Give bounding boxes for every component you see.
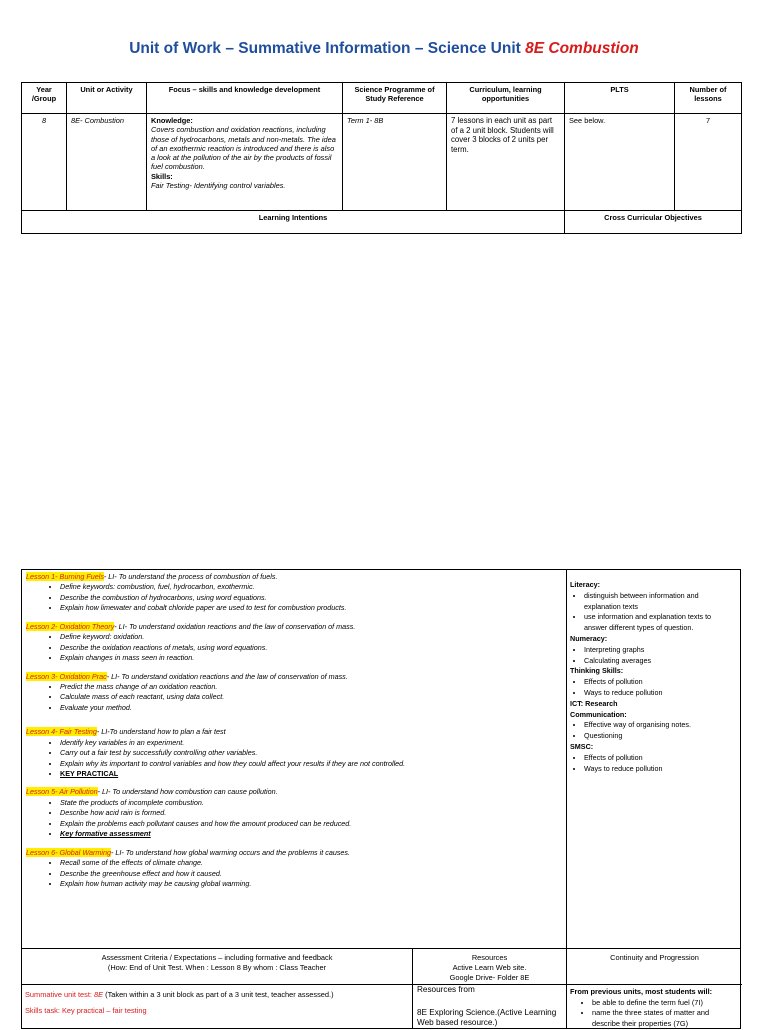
lesson-item: • Describe how acid rain is formed. bbox=[60, 808, 562, 818]
lessons-list bbox=[22, 570, 567, 948]
key-practical-label: • KEY PRACTICAL bbox=[60, 769, 562, 779]
title-prefix: Unit of Work – Summative Information – Science Unit bbox=[129, 40, 526, 57]
lesson-item: • Explain the problems each pollutant causes and how the amount produced can be reduced. bbox=[60, 819, 562, 829]
resources-exploring: 8E Exploring Science.(Active Learning Web based resource.) bbox=[417, 1007, 557, 1028]
header-lessons: Number of lessons bbox=[675, 83, 742, 114]
cell-focus bbox=[147, 114, 343, 211]
summative-note: (Taken within a 3 unit block as part of a 3 unit test, teacher assessed.) bbox=[103, 990, 334, 999]
lesson-2 bbox=[26, 622, 562, 664]
lesson-5 bbox=[26, 787, 562, 839]
cell-year: 8 bbox=[22, 114, 67, 211]
lesson-item: • Explain changes in mass seen in reaction. bbox=[60, 653, 562, 663]
key-formative-label: • Key formative assessment bbox=[60, 829, 562, 839]
lesson-item: • Explain how human activity may be causing global warming. bbox=[60, 879, 562, 889]
cross-item: • use information and explanation texts to answer different types of question. bbox=[584, 612, 736, 634]
assessment-line-2: (How: End of Unit Test. When : Lesson 8 By whom : Class Teacher bbox=[107, 962, 327, 972]
cross-item: • Interpreting graphs bbox=[584, 645, 736, 656]
literacy-heading: Literacy: bbox=[570, 580, 600, 589]
skills-task-line: Skills task: Key practical – fair testing bbox=[25, 1005, 147, 1015]
lesson-title: Lesson 1- Burning Fuels bbox=[26, 572, 104, 581]
header-reference: Science Programme of Study Reference bbox=[343, 83, 447, 114]
summative-label: Summative unit test: bbox=[25, 990, 95, 999]
lesson-item: • Describe the combustion of hydrocarbons, using word equations. bbox=[60, 593, 562, 603]
cross-item: • Effective way of organising notes. bbox=[584, 720, 736, 731]
header-curriculum: Curriculum, learning opportunities bbox=[447, 83, 565, 114]
lesson-item: • Predict the mass change of an oxidation reaction. bbox=[60, 682, 562, 692]
lesson-li: - LI- To understand how global warming occurs and the problems it causes. bbox=[110, 847, 351, 857]
lesson-item: • Evaluate your method. bbox=[60, 703, 562, 713]
assessment-line-1: Assessment Criteria / Expectations – including formative and feedback bbox=[101, 953, 333, 962]
cell-curriculum: 7 lessons in each unit as part of a 2 unit block. Students will cover 3 blocks of 2 units per term. bbox=[447, 114, 565, 211]
lesson-li: - LI- To understand oxidation reactions and the law of conservation of mass. bbox=[114, 621, 356, 631]
lesson-title: Lesson 2- Oxidation Theory bbox=[26, 621, 115, 631]
numeracy-heading: Numeracy: bbox=[570, 633, 608, 643]
cross-item: • Effects of pollution bbox=[584, 677, 736, 688]
cross-item: • Calculating averages bbox=[584, 656, 736, 667]
page-title bbox=[0, 40, 768, 58]
header-focus: Focus – skills and knowledge development bbox=[147, 83, 343, 114]
lesson-item: • Define keywords: combustion, fuel, hydrocarbon, exothermic. bbox=[60, 582, 562, 592]
lesson-item: • Describe the greenhouse effect and how it caused. bbox=[60, 869, 562, 879]
cross-item: • Ways to reduce pollution bbox=[584, 764, 736, 775]
lesson-4 bbox=[26, 727, 562, 779]
lesson-item: • Describe the oxidation reactions of metals, using word equations. bbox=[60, 643, 562, 653]
cell-unit: 8E- Combustion bbox=[67, 114, 147, 211]
assessment-details bbox=[22, 985, 413, 1029]
progression-item: • name the three states of matter and describe their properties (7G) bbox=[592, 1008, 739, 1029]
resources-heading bbox=[413, 949, 567, 985]
resources-title: Resources bbox=[471, 953, 508, 962]
lesson-item: • Define keyword: oxidation. bbox=[60, 632, 562, 642]
resources-line-1: Active Learn Web site. bbox=[452, 962, 527, 972]
lesson-li: - LI-To understand how to plan a fair test bbox=[96, 727, 226, 737]
lesson-li: - LI- To understand how combustion can cause pollution. bbox=[97, 787, 278, 797]
header-plts: PLTS bbox=[565, 83, 675, 114]
progression-details bbox=[567, 985, 742, 1029]
lesson-li: - LI- To understand oxidation reactions and the law of conservation of mass. bbox=[106, 671, 348, 681]
cell-plts: See below. bbox=[565, 114, 675, 211]
skills-label: Skills: bbox=[151, 171, 173, 181]
cell-reference: Term 1- 8B bbox=[343, 114, 447, 211]
lesson-6 bbox=[26, 848, 562, 890]
lesson-title: Lesson 6- Global Warming bbox=[26, 847, 111, 857]
header-unit: Unit or Activity bbox=[67, 83, 147, 114]
progression-intro: From previous units, most students will: bbox=[570, 987, 713, 996]
smsc-heading: SMSC: bbox=[570, 741, 594, 751]
lesson-item: • Explain why its important to control variables and how they could affect your results if they are not controlled. bbox=[60, 759, 562, 769]
lesson-item: • Calculate mass of each reactant, using data collect. bbox=[60, 692, 562, 702]
lessons-box bbox=[21, 569, 741, 949]
learning-intentions-heading: Learning Intentions bbox=[22, 211, 565, 234]
lesson-item: • Explain how limewater and cobalt chloride paper are used to test for combustion products. bbox=[60, 603, 562, 613]
assessment-heading bbox=[22, 949, 413, 985]
cross-item: • Effects of pollution bbox=[584, 753, 736, 764]
knowledge-label: Knowledge: bbox=[151, 116, 193, 125]
ict-heading: ICT: Research bbox=[570, 698, 618, 708]
resources-details bbox=[413, 985, 567, 1029]
communication-heading: Communication: bbox=[570, 709, 627, 719]
cross-item: • Ways to reduce pollution bbox=[584, 688, 736, 699]
skills-text: Fair Testing- Identifying control variables. bbox=[151, 180, 286, 190]
lesson-li: - LI- To understand the process of combustion of fuels. bbox=[103, 572, 278, 581]
thinking-heading: Thinking Skills: bbox=[570, 666, 624, 676]
overview-header-row bbox=[22, 83, 742, 114]
progression-item: • be able to define the term fuel (7I) bbox=[592, 998, 739, 1009]
lesson-item: • Carry out a fair test by successfully controlling other variables. bbox=[60, 748, 562, 758]
cross-curricular-heading: Cross Curricular Objectives bbox=[565, 211, 742, 234]
cross-item: • Questioning bbox=[584, 731, 736, 742]
overview-table bbox=[21, 82, 742, 234]
lesson-item: • Recall some of the effects of climate change. bbox=[60, 858, 562, 868]
resources-line-2: Google Drive- Folder 8E bbox=[449, 972, 530, 982]
lesson-title: Lesson 3- Oxidation Prac bbox=[26, 671, 107, 681]
intentions-row bbox=[22, 211, 742, 234]
lesson-item: • Identify key variables in an experiment. bbox=[60, 738, 562, 748]
overview-data-row bbox=[22, 114, 742, 211]
cross-curricular-list bbox=[567, 570, 740, 948]
assessment-table bbox=[21, 949, 741, 1029]
summative-unit: 8E bbox=[94, 990, 104, 999]
knowledge-text: Covers combustion and oxidation reactions, including those of hydrocarbons, metals and non-metals. The idea of an exothermic reaction is introduced and there is also a look at the pollution of the air by the products of fossil fuel combustion. bbox=[151, 125, 336, 172]
header-year: Year /Group bbox=[22, 83, 67, 114]
summative-line bbox=[25, 987, 409, 1003]
cell-lessons: 7 bbox=[675, 114, 742, 211]
resources-from: Resources from bbox=[417, 985, 475, 994]
lesson-title: Lesson 4- Fair Testing bbox=[26, 727, 97, 737]
cross-item: • distinguish between information and explanation texts bbox=[584, 591, 736, 613]
lesson-item: • State the products of incomplete combustion. bbox=[60, 798, 562, 808]
title-accent: 8E Combustion bbox=[525, 40, 639, 57]
lesson-3 bbox=[26, 672, 562, 714]
lesson-1 bbox=[26, 572, 562, 614]
continuity-heading: Continuity and Progression bbox=[567, 949, 742, 985]
lesson-title: Lesson 5- Air Pollution bbox=[26, 787, 98, 797]
